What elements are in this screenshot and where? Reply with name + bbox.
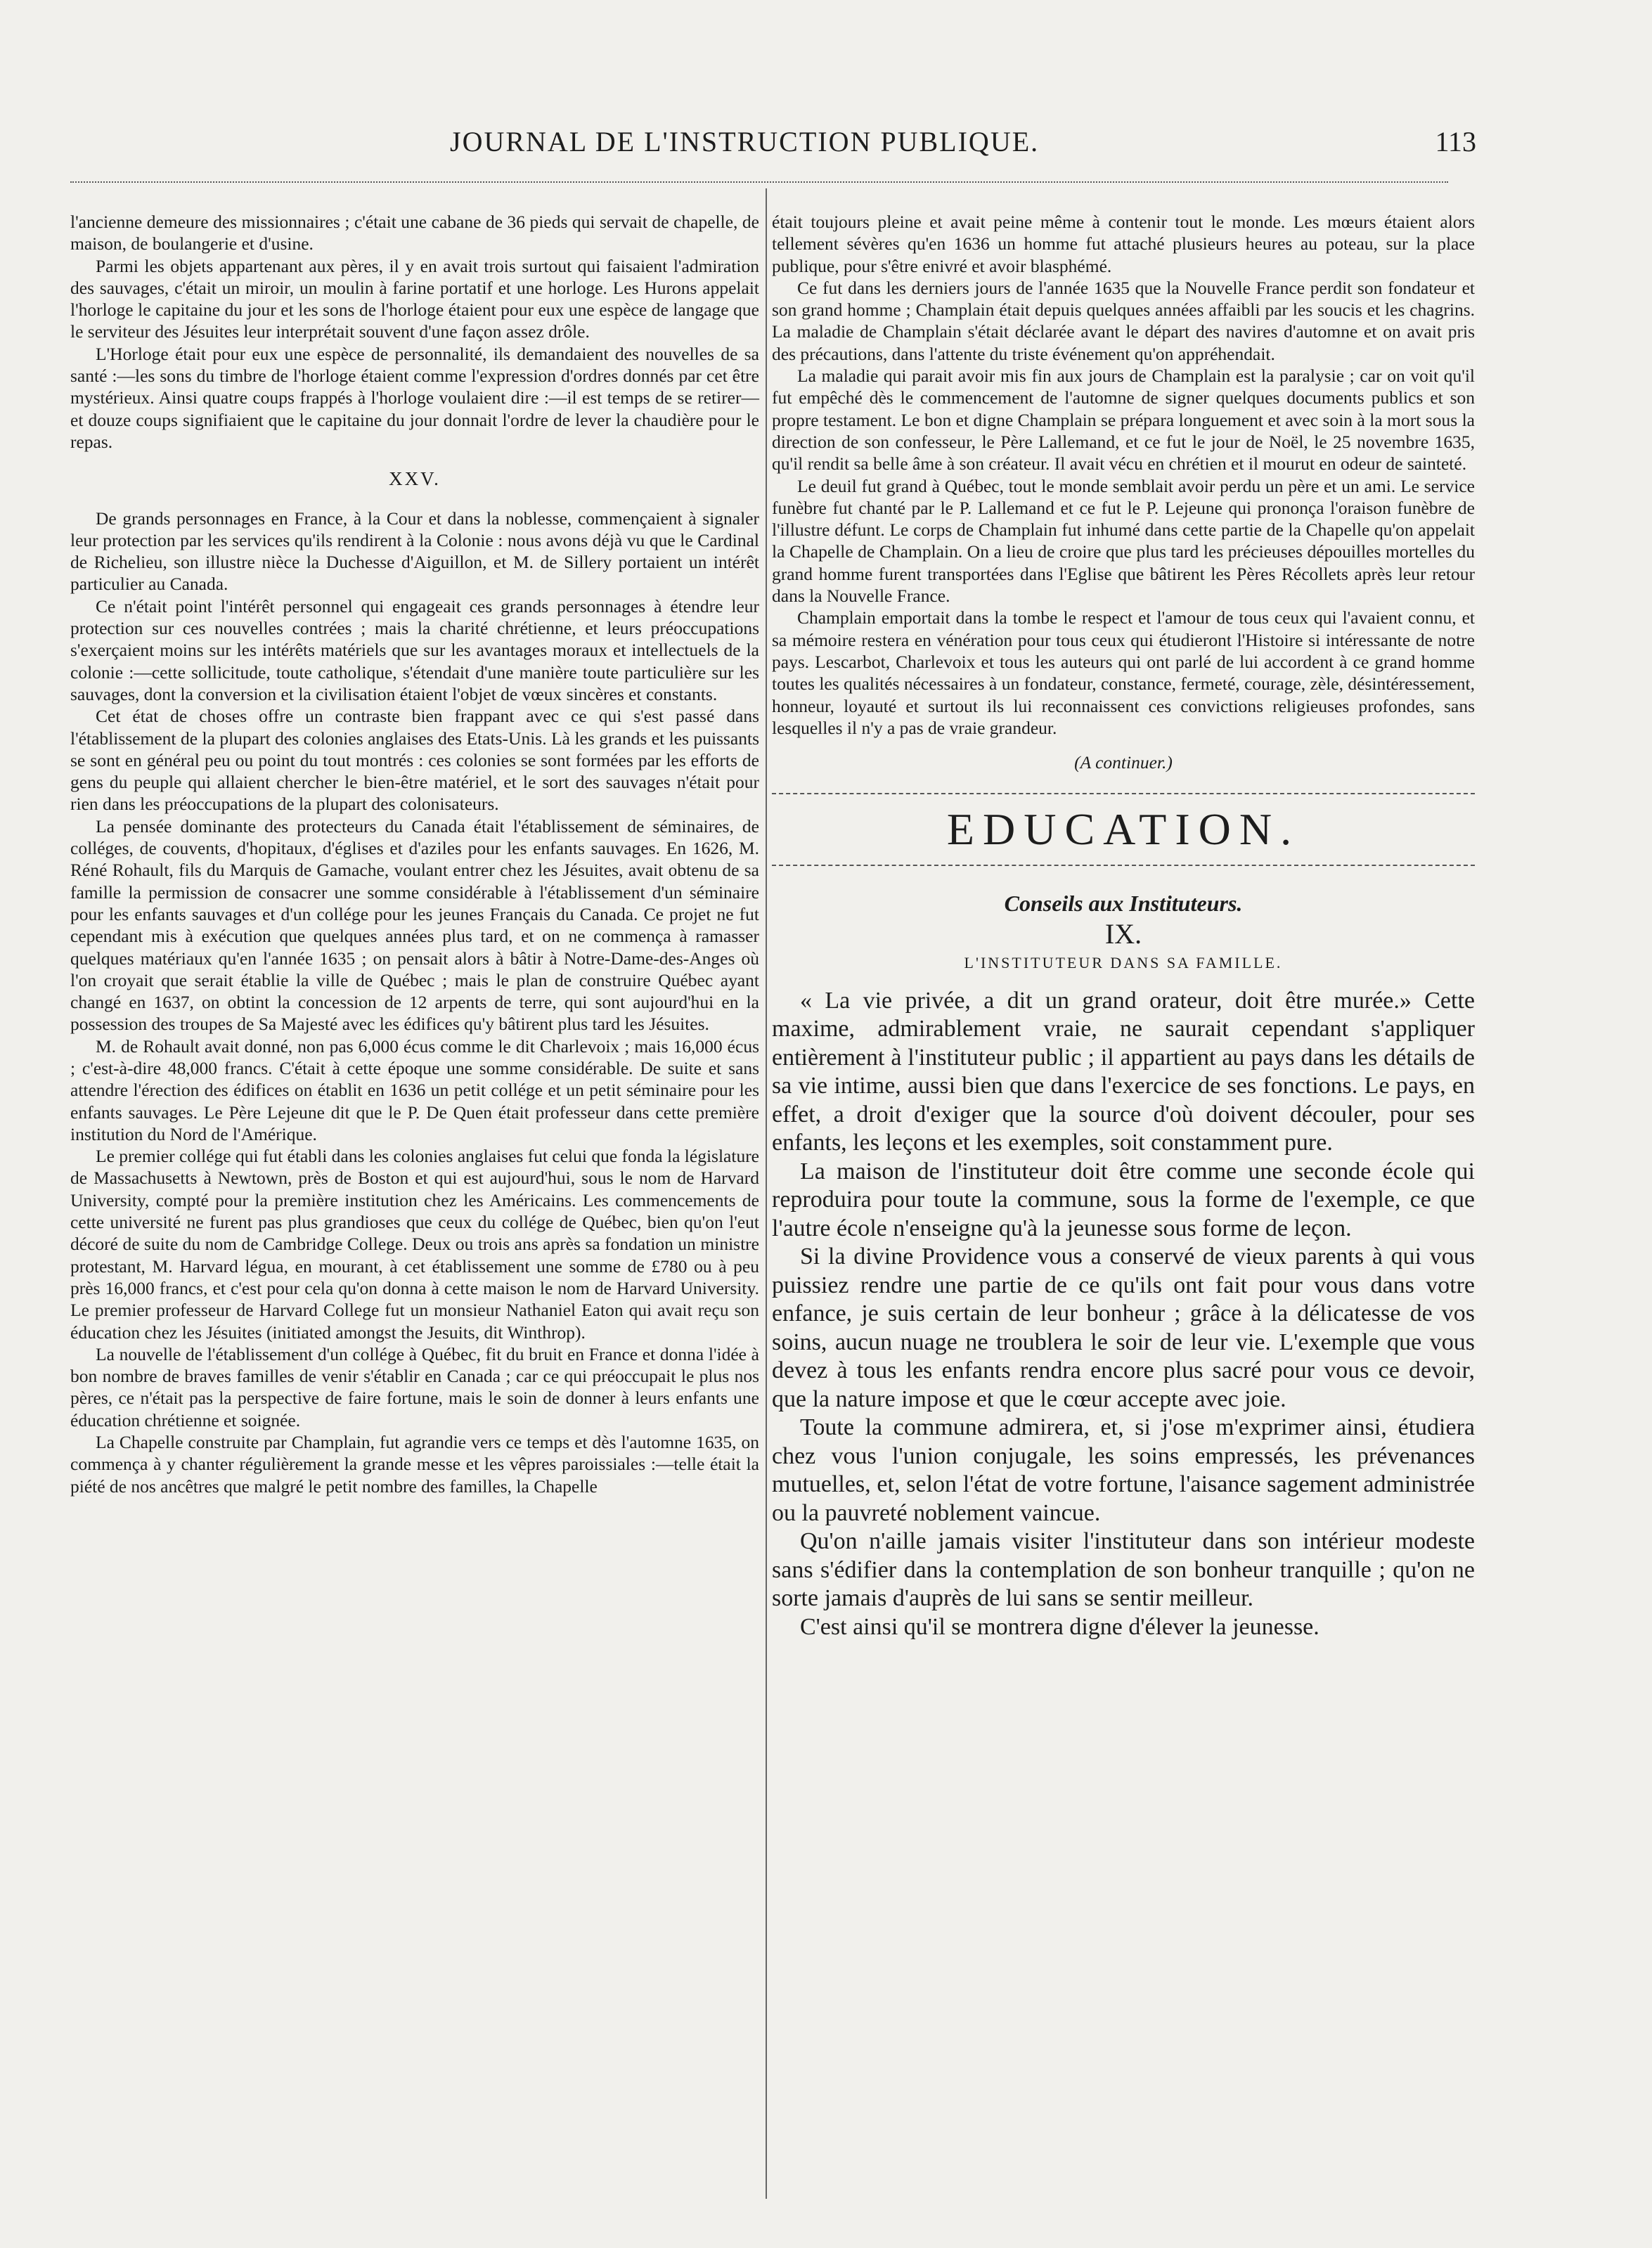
paragraph: La Chapelle construite par Champlain, fut agrandie vers ce temps et dès l'automne 1635, on commença à y chanter régulièrement la grande messe et les vêpres paroissiales :—telle était la piété de nos ancêtres que malgré le petit nombre des familles, la Chapelle — [70, 1432, 759, 1497]
paragraph: Ce n'était point l'intérêt personnel qui engageait ces grands personnages à étendre leur protection sur ces nouvelles contrées ; mais la charité chrétienne, et leurs préoccupations s'exerçaient moins sur les intérêts matériels que sur les avantages moraux et intellectuels de la colonie :—cette sollicitude, toute catholique, s'étendait d'une manière toute particulière sur les sauvages, dont la conversion et la civilisation étaient l'objet de vœux sincères et constants. — [70, 595, 759, 704]
conseils-title: Conseils aux Instituteurs. — [1004, 890, 1243, 916]
paragraph: La pensée dominante des protecteurs du Canada était l'établissement de séminaires, de colléges, de couvents, d'hopitaux, d'églises et d'aziles pour les enfants sauvages. En 1626, M. Réné Rohault, fils du Marquis de Gamache, voulant entrer chez les Jésuites, avait obtenu de sa famille la permission de consacrer une somme considérable à l'établissement d'un séminaire pour les enfants sauvages et d'un collége pour les jeunes Français du Canada. Ce projet ne fut cependant mis à exécution que quelques années plus tard, et on ne commença à ramasser quelques matériaux qu'en l'année 1635 ; on pensait alors à bâtir à Notre-Dame-des-Anges où l'on croyait que serait établie la ville de Québec ; mais le plan de construire Québec ayant changé en 1637, on obtint la concession de 12 arpents de terre, qui sont aujourd'hui en la possession des troupes de Sa Majesté avec les édifices qu'y bâtirent plus tard les Jésuites. — [70, 815, 759, 1035]
paragraph: Champlain emportait dans la tombe le respect et l'amour de tous ceux qui l'avaient connu, et sa mémoire restera en vénération pour tous ceux qui étudieront l'Histoire si intéressante de notre pays. Lescarbot, Charlevoix et tous les auteurs qui ont parlé de lui accordent à ce grand homme toutes les qualités nécessaires à un fondateur, constance, fermeté, courage, zèle, désintéressement, honneur, loyauté et surtout ils lui reconnaissent ces convictions religieuses profondes, sans lesquelles il n'y a pas de vraie grandeur. — [772, 607, 1475, 738]
paragraph: l'ancienne demeure des missionnaires ; c'était une cabane de 36 pieds qui servait de chapelle, de maison, de boulangerie et d'usine. — [70, 212, 759, 254]
header-rule — [70, 181, 1448, 183]
section-number: XXV. — [389, 468, 441, 490]
education-title: EDUCATION. — [946, 804, 1301, 855]
education-text — [772, 987, 1475, 1642]
paragraph: De grands personnages en France, à la Cour et dans la noblesse, commençaient à signaler leur protection par les services qu'ils rendirent à la Colonie : nous avons déjà vu que le Cardinal de Richelieu, son illustre nièce la Duchesse d'Aiguillon, et M. de Sillery portaient un intérêt particulier au Canada. — [70, 508, 759, 595]
left-column — [70, 211, 759, 1497]
conseils-number: IX. — [1104, 918, 1142, 950]
paragraph: Ce fut dans les derniers jours de l'année 1635 que la Nouvelle France perdit son fondateur et son grand homme ; Champlain était depuis quelques années affaibli par les soucis et les chagrins. La maladie de Champlain s'était déclarée avant le départ des navires d'automne et on avait pris des précautions, dans l'attente du triste événement qu'on appréhendait. — [772, 277, 1475, 364]
paragraph: L'Horloge était pour eux une espèce de personnalité, ils demandaient des nouvelles de sa santé :—les sons du timbre de l'horloge étaient comme l'expression d'ordres donnés par cet être mystérieux. Ainsi quatre coups frappés à l'horloge voulaient dire :—il est temps de se retirer—et douze coups signifiaient que le capitaine du jour donnait l'ordre de lever la chaudière pour le repas. — [70, 343, 759, 452]
paragraph: M. de Rohault avait donné, non pas 6,000 écus comme le dit Charlevoix ; mais 16,000 écus ; c'est-à-dire 48,000 francs. C'était à cette époque une somme considérable. De suite et sans attendre l'érection des édifices on établit en 1636 un petit collége et un petit séminaire pour les enfants sauvages. Le Père Lejeune dit que le P. De Quen était professeur dans cette première institution du Nord de l'Amérique. — [70, 1035, 759, 1144]
paragraph: Qu'on n'aille jamais visiter l'instituteur dans son intérieur modeste sans s'édifier dans la contemplation de son bonheur tranquille ; qu'on ne sorte jamais d'auprès de lui sans se sentir meilleur. — [772, 1528, 1475, 1612]
right-column — [772, 211, 1475, 1641]
paragraph: Toute la commune admirera, et, si j'ose m'exprimer ainsi, étudiera chez vous l'union conjugale, les soins empressés, les prévenances mutuelles, et, selon l'état de votre fortune, l'aisance sagement administrée ou la pauvreté noblement vaincue. — [772, 1414, 1475, 1526]
paragraph: La maladie qui parait avoir mis fin aux jours de Champlain est la paralysie ; car on voit qu'il fut empêché dès le commencement de l'automne de signer quelques documents publics et son propre testament. Le bon et digne Champlain se prépara longuement et avec soin à la mort sous la direction de son confesseur, le Père Lallemand, et ce fut le jour de Noël, le 25 novembre 1635, qu'il rendit sa belle âme à son créateur. Il avait vécu en chrétien et il mourut en odeur de sainteté. — [772, 366, 1475, 474]
journal-title: JOURNAL DE L'INSTRUCTION PUBLIQUE. — [450, 126, 1040, 157]
paragraph: était toujours pleine et avait peine même à contenir tout le monde. Les mœurs étaient alors tellement sévères qu'en 1636 un homme fut attaché plusieurs heures au poteau, sur la place publique, pour s'être enivré et avoir blasphémé. — [772, 212, 1475, 276]
continue-label: (A continuer.) — [1074, 752, 1173, 773]
conseils-subtitle: L'INSTITUTEUR DANS SA FAMILLE. — [964, 954, 1283, 972]
paragraph: Le deuil fut grand à Québec, tout le monde semblait avoir perdu un père et un ami. Le service funèbre fut chanté par le P. Lallemand et ce fut le P. Lejeune qui prononça l'oraison funèbre de l'illustre défunt. Le corps de Champlain fut inhumé dans cette partie de la Chapelle qu'on appelait la Chapelle de Champlain. On a lieu de croire que plus tard les précieuses dépouilles mortelles du grand homme furent transportées dans l'Eglise que bâtirent les Pères Récollets après leur retour dans la Nouvelle France. — [772, 475, 1475, 607]
column-divider — [766, 188, 767, 2199]
paragraph: Parmi les objets appartenant aux pères, il y en avait trois surtout qui faisaient l'admiration des sauvages, c'était un miroir, un moulin à farine portatif et une horloge. Les Hurons appelait l'horloge le capitaine du jour et les sons de l'horloge étaient pour eux une espèce de langage que le serviteur des Jésuites leur interprétait souvent d'une façon assez drôle. — [70, 255, 759, 342]
page-number: 113 — [1435, 126, 1476, 157]
paragraph: La maison de l'instituteur doit être comme une seconde école qui reproduira pour toute la commune, sous la forme de l'exemple, ce que l'autre école n'enseigne qu'à la jeunesse sous forme de leçon. — [772, 1158, 1475, 1241]
paragraph: Cet état de choses offre un contraste bien frappant avec ce qui s'est passé dans l'établissement de la plupart des colonies anglaises des Etats-Unis. Là les grands et les puissants se sont en général peu ou point du tout montrés : ces colonies se sont formées par les efforts de gens du peuple qui allaient chercher le bien-être matériel, et le sort des sauvages n'était pour rien dans les préoccupations de la plupart des colonisateurs. — [70, 706, 759, 815]
paragraph: Si la divine Providence vous a conservé de vieux parents à qui vous puissiez rendre une partie de ce qu'ils ont fait pour vous dans votre enfance, je suis certain de leur bonheur ; grâce à la délicatesse de vos soins, aucun nuage ne troublera le soir de leur vie. L'exemple que vous devez à tous les enfants rendra encore plus sacré pour vous ce devoir, que la nature impose et que le cœur accepte avec joie. — [772, 1243, 1475, 1412]
paragraph: Le premier collége qui fut établi dans les colonies anglaises fut celui que fonda la législature de Massachusetts à Newtown, près de Boston et qui est aujourd'hui, sous le nom de Harvard University, compté pour la première institution chez les Américains. Les commencements de cette université ne furent pas plus grandioses que ceux du collége de Québec, bien qu'on l'eut décoré de suite du nom de Cambridge College. Deux ou trois ans après sa fondation un ministre protestant, M. Harvard légua, en mourant, à cet établissement une somme de £780 ou à peu près 16,000 francs, et c'est pour cela qu'on donna à cette maison le nom de Harvard University. Le premier professeur de Harvard College fut un monsieur Nathaniel Eaton qui avait reçu son éducation chez les Jésuites (initiated amongst the Jesuits, dit Winthrop). — [70, 1146, 759, 1343]
section-rule — [772, 865, 1475, 866]
section-rule — [772, 793, 1475, 794]
paragraph: La nouvelle de l'établissement d'un collége à Québec, fit du bruit en France et donna l'idée à bon nombre de braves familles de venir s'établir en Canada ; car ce qui préoccupait le plus nos pères, ce n'était pas la perspective de faire fortune, mais le soin de donner à leurs enfants une éducation chrétienne et soignée. — [70, 1343, 759, 1430]
page-header — [450, 125, 1476, 167]
paragraph: « La vie privée, a dit un grand orateur, doit être murée.» Cette maxime, admirablement vraie, ne saurait cependant s'appliquer entièrement à l'instituteur public ; il appartient au pays dans les détails de sa vie intime, aussi bien que dans l'exercice de ses fonctions. Le pays, en effet, a droit d'exiger que la source d'où doivent découler, pour ses enfants, les leçons et les exemples, soit constamment pure. — [772, 987, 1475, 1156]
paragraph: C'est ainsi qu'il se montrera digne d'élever la jeunesse. — [800, 1613, 1319, 1640]
